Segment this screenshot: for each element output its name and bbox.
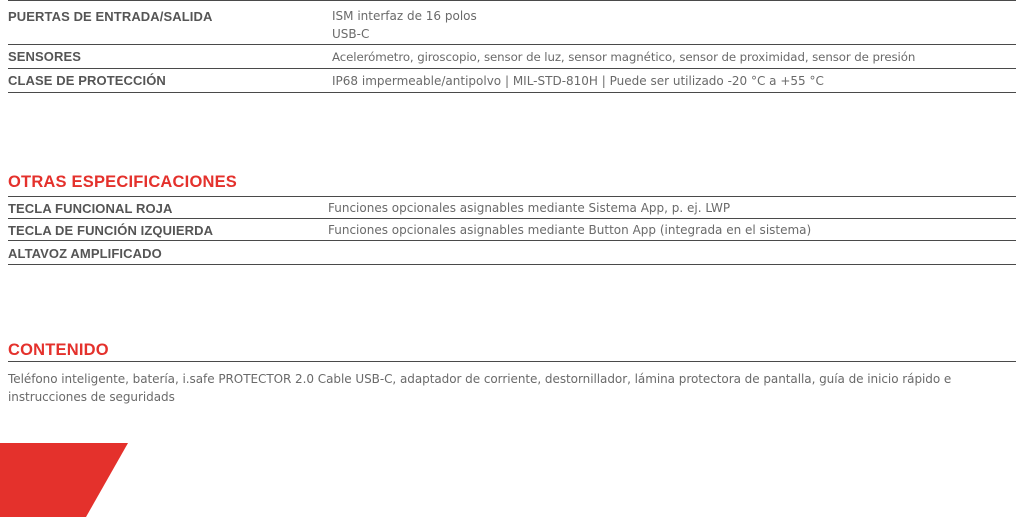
section-divider <box>8 361 1016 362</box>
brand-parallelogram <box>0 443 130 517</box>
spec-label: PUERTAS DE ENTRADA/SALIDA <box>8 9 213 24</box>
spec-value-line: ISM interfaz de 16 polos <box>332 9 477 23</box>
spec-row-speaker <box>8 241 1016 265</box>
spec-value-line: USB-C <box>332 27 370 41</box>
spec-value <box>332 1 477 44</box>
section-title-other-specs: OTRAS ESPECIFICACIONES <box>8 173 238 191</box>
spec-label: CLASE DE PROTECCIÓN <box>8 73 166 88</box>
spec-row-ports <box>8 1 1016 45</box>
spec-table-other <box>8 196 1016 265</box>
spec-value: IP68 impermeable/antipolvo | MIL-STD-810H | Puede ser utilizado -20 °C a +55 °C <box>332 74 824 88</box>
spec-sheet <box>8 0 1016 404</box>
contents-description: Teléfono inteligente, batería, i.safe PROTECTOR 2.0 Cable USB-C, adaptador de corriente, destornillador, lámina protectora de pantalla, guía de inicio rápido e instrucciones de seguridads <box>8 372 952 404</box>
spec-value: Acelerómetro, giroscopio, sensor de luz, sensor magnético, sensor de proximidad, sensor de presión <box>332 50 916 64</box>
spec-label: TECLA DE FUNCIÓN IZQUIERDA <box>8 223 214 238</box>
spec-row-protection-class <box>8 69 1016 93</box>
spec-value: Funciones opcionales asignables mediante Sistema App, p. ej. LWP <box>328 201 731 215</box>
spec-label: TECLA FUNCIONAL ROJA <box>8 201 173 216</box>
spec-label: SENSORES <box>8 49 82 64</box>
spec-row-red-key <box>8 197 1016 219</box>
spec-table-interfaces <box>8 0 1016 93</box>
spec-row-left-key <box>8 219 1016 241</box>
spec-value: Funciones opcionales asignables mediante Button App (integrada en el sistema) <box>328 223 812 237</box>
brand-parallelogram-shape <box>0 443 128 517</box>
section-title-contents: CONTENIDO <box>8 341 109 359</box>
spec-row-sensors <box>8 45 1016 69</box>
spec-label: ALTAVOZ AMPLIFICADO <box>8 246 162 261</box>
